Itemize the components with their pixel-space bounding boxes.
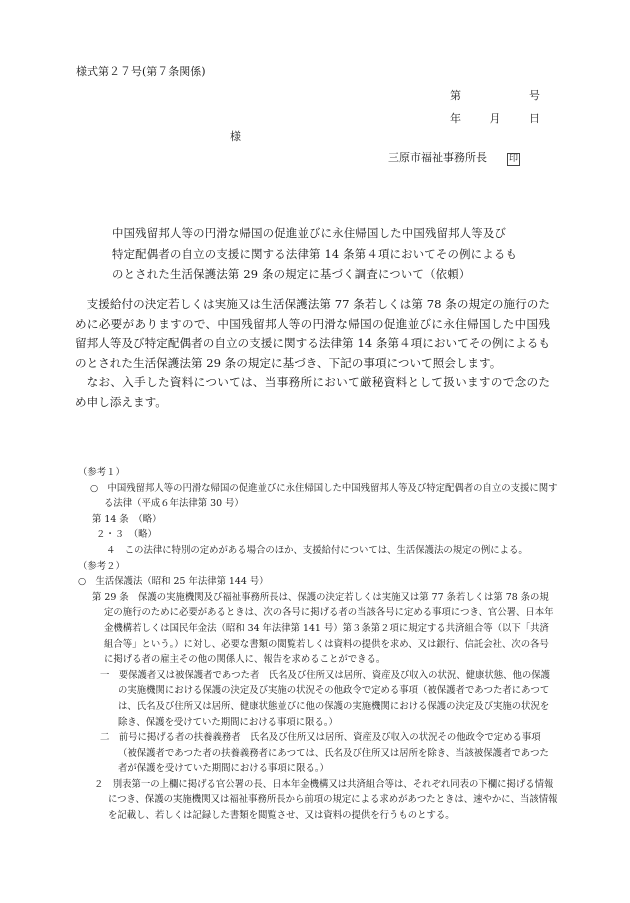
addressee: 様 [230,130,241,143]
document-title [112,223,522,285]
reference-article: 第 29 条 保護の実施機関及び福祉事務所長は、保護の決定若しくは実施又は第 77 条若しくは第 78 条の規定の施行のために必要があるときは、次の各号に掲げる者の当該各号に定める事項につき、官公署、日本年金機構若しくは国民年金法（昭和 34 年法律第 141 号）第３条第２項に規定する共済組合等（以下「共済組合等」という。）に対し、必要な書類の閲覧若しくは資料の提供を求め、又は銀行、信託会社、次の各号に掲げる者の雇主その他の関係人に、報告を求めることができる。 [92,591,554,666]
body-paragraph: なお、入手した資料については、当事務所において厳秘資料として扱いますので念のため申し添えます。 [75,375,550,409]
reference-item: 一 要保護者又は被保護者であつた者 氏名及び住所又は居所、資産及び収入の状況、健康状態、他の保護の実施機関における保護の決定及び実施の状況その他政令で定める事項（被保護者であつた者にあつては、氏名及び住所又は居所、健康状態並びに他の保護の実施機関における保護の決定及び実施の状況を除き、保護を受けていた期間における事項に限る。） [100,669,551,728]
reference-heading: （参考１） [78,467,125,478]
reference-item: ４ この法律に特別の定めがある場合のほか、支援給付については、生活保護法の規定の例による。 [106,544,528,556]
number-suffix: 号 [529,89,540,102]
reference-item: 二 前号に掲げる者の扶養義務者 氏名及び住所又は居所、資産及び収入の状況その他政令で定める事項（被保護者であつた者の扶養義務者にあつては、氏名及び住所又は居所を除き、当該被保護者であつた者が保護を受けていた期間における事項に限る。） [100,732,549,775]
date-line [450,110,540,126]
date-year: 年 [450,112,461,125]
reference-section [78,465,558,824]
title-line: 中国残留邦人等の円滑な帰国の促進並びに永住帰国した中国残留邦人等及び [112,226,507,240]
body-paragraph: 支援給付の決定若しくは実施又は生活保護法第 77 条若しくは第 78 条の規定の施行のために必要がありますので、中国残留邦人等の円滑な帰国の促進並びに永住帰国した中国残留邦人等及び特定配偶者の自立の支援に関する法律第 14 条第４項においてその例によるものとされた生活保護法第 29 条の規定に基づき、下記の事項について照会します。 [75,297,550,370]
reference-item: ２・３ （略） [96,529,157,541]
sender-name: 三原市福祉事務所長 [388,151,487,164]
body-text [75,295,550,412]
document-number-line [450,87,540,103]
reference-law-title: ○ 中国残留邦人等の円滑な帰国の促進並びに永住帰国した中国残留邦人等及び特定配偶者の自立の支援に関する法律（平成６年法律第 30 号） [90,482,558,510]
seal-mark: 印 [509,154,519,164]
number-label: 第 [450,89,461,102]
form-number: 様式第２７号(第７条関係) [76,65,206,78]
reference-heading: （参考２） [78,560,125,572]
date-month: 月 [489,112,501,125]
date-day: 日 [529,112,540,125]
reference-article: 第 14 条 （略） [92,513,162,525]
title-line: のとされた生活保護法第 29 条の規定に基づく調査について（依頼） [112,267,471,281]
reference-law-title: ○ 生活保護法（昭和 25 年法律第 144 号） [78,576,269,588]
sender [388,149,520,166]
title-line: 特定配偶者の自立の支援に関する法律第 14 条第４項においてその例によるも [112,246,518,261]
reference-paragraph: ２ 別表第一の上欄に掲げる官公署の長、日本年金機構又は共済組合等は、それぞれ同表の下欄に掲げる情報につき、保護の実施機関又は福祉事務所長から前項の規定による求めがあつたときは、速やかに、当該情報を記載し、若しくは記録した書類を閲覧させ、又は資料の提供を行うものとする。 [94,778,558,822]
